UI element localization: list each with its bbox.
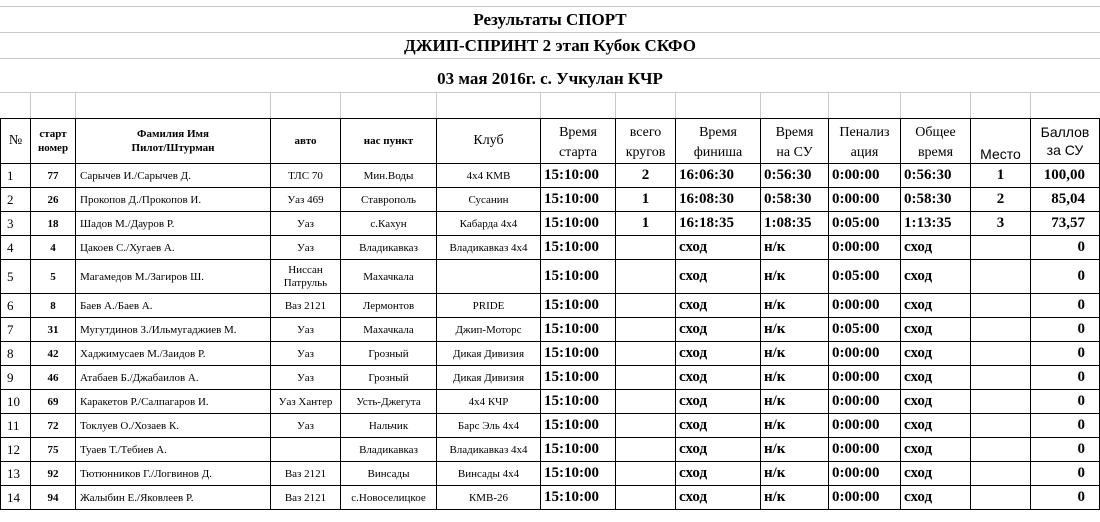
cell-start-time: 15:10:00 [541, 294, 616, 318]
cell-laps [616, 236, 676, 260]
cell-town: с.Кахун [341, 212, 437, 236]
cell-su-time: н/к [761, 366, 829, 390]
cell-start-number: 46 [31, 366, 76, 390]
cell-penalty: 0:00:00 [829, 414, 901, 438]
cell-place [971, 260, 1031, 294]
col-club: Клуб [437, 119, 541, 164]
cell-car: Уаз 469 [271, 188, 341, 212]
cell-car [271, 438, 341, 462]
cell-total-time: сход [901, 342, 971, 366]
cell-finish-time: сход [676, 438, 761, 462]
cell-points: 0 [1031, 260, 1100, 294]
cell-town: Ставрополь [341, 188, 437, 212]
cell-finish-time: сход [676, 486, 761, 510]
cell-su-time: 0:56:30 [761, 164, 829, 188]
cell-su-time: н/к [761, 414, 829, 438]
cell-total-time: 0:56:30 [901, 164, 971, 188]
col-points: Баллов за СУ [1031, 119, 1100, 164]
cell-row-number: 4 [1, 236, 31, 260]
table-row [1, 366, 1100, 390]
cell-place [971, 462, 1031, 486]
cell-crew-name: Прокопов Д./Прокопов И. [76, 188, 271, 212]
cell-place: 1 [971, 164, 1031, 188]
cell-su-time: 0:58:30 [761, 188, 829, 212]
cell-laps: 1 [616, 212, 676, 236]
cell-crew-name: Мугутдинов З./Ильмугаджиев М. [76, 318, 271, 342]
cell-laps [616, 366, 676, 390]
cell-car: Уаз [271, 318, 341, 342]
spacer-grid-row [0, 92, 1100, 118]
cell-start-time: 15:10:00 [541, 342, 616, 366]
cell-car: Уаз [271, 366, 341, 390]
cell-finish-time: 16:08:30 [676, 188, 761, 212]
cell-total-time: сход [901, 486, 971, 510]
cell-laps [616, 486, 676, 510]
table-row [1, 260, 1100, 294]
col-name: Фамилия Имя Пилот/Штурман [76, 119, 271, 164]
cell-points: 85,04 [1031, 188, 1100, 212]
cell-crew-name: Атабаев Б./Джабаилов А. [76, 366, 271, 390]
cell-crew-name: Магамедов М./Загиров Ш. [76, 260, 271, 294]
cell-total-time: сход [901, 438, 971, 462]
col-place: Место [971, 119, 1031, 164]
cell-place [971, 294, 1031, 318]
cell-finish-time: 16:18:35 [676, 212, 761, 236]
cell-start-time: 15:10:00 [541, 414, 616, 438]
cell-car: Ниссан Патрульь [271, 260, 341, 294]
cell-start-number: 18 [31, 212, 76, 236]
cell-total-time: сход [901, 366, 971, 390]
cell-crew-name: Тютюнников Г./Логвинов Д. [76, 462, 271, 486]
cell-su-time: н/к [761, 294, 829, 318]
col-no: № [1, 119, 31, 164]
table-row [1, 164, 1100, 188]
cell-total-time: сход [901, 236, 971, 260]
cell-start-time: 15:10:00 [541, 366, 616, 390]
cell-start-number: 92 [31, 462, 76, 486]
cell-club: Владикавказ 4х4 [437, 438, 541, 462]
cell-start-number: 72 [31, 414, 76, 438]
cell-club: 4х4 КЧР [437, 390, 541, 414]
cell-start-time: 15:10:00 [541, 164, 616, 188]
cell-penalty: 0:05:00 [829, 212, 901, 236]
cell-start-number: 75 [31, 438, 76, 462]
cell-points: 0 [1031, 236, 1100, 260]
cell-crew-name: Хаджимусаев М./Заидов Р. [76, 342, 271, 366]
cell-crew-name: Жалыбин Е./Яковлеев Р. [76, 486, 271, 510]
cell-row-number: 10 [1, 390, 31, 414]
cell-penalty: 0:00:00 [829, 462, 901, 486]
cell-row-number: 14 [1, 486, 31, 510]
cell-points: 0 [1031, 294, 1100, 318]
cell-total-time: сход [901, 414, 971, 438]
cell-finish-time: сход [676, 414, 761, 438]
cell-town: Владикавказ [341, 236, 437, 260]
cell-laps [616, 294, 676, 318]
cell-row-number: 2 [1, 188, 31, 212]
cell-start-time: 15:10:00 [541, 462, 616, 486]
cell-town: Нальчик [341, 414, 437, 438]
cell-town: Махачкала [341, 260, 437, 294]
cell-place [971, 390, 1031, 414]
cell-total-time: сход [901, 260, 971, 294]
event-date-place: 03 мая 2016г. с. Учкулан КЧР [437, 69, 663, 88]
cell-car: Ваз 2121 [271, 294, 341, 318]
table-row [1, 212, 1100, 236]
col-finish-time: Время финиша [676, 119, 761, 164]
cell-crew-name: Туаев Т./Тебиев А. [76, 438, 271, 462]
cell-row-number: 6 [1, 294, 31, 318]
cell-start-number: 5 [31, 260, 76, 294]
cell-place [971, 342, 1031, 366]
cell-finish-time: сход [676, 390, 761, 414]
cell-finish-time: сход [676, 236, 761, 260]
cell-su-time: н/к [761, 342, 829, 366]
cell-row-number: 11 [1, 414, 31, 438]
cell-car: Ваз 2121 [271, 486, 341, 510]
table-header-row [1, 119, 1100, 164]
cell-finish-time: сход [676, 366, 761, 390]
col-total-time: Общее время [901, 119, 971, 164]
cell-start-number: 26 [31, 188, 76, 212]
cell-total-time: 0:58:30 [901, 188, 971, 212]
table-row [1, 318, 1100, 342]
cell-club: PRIDE [437, 294, 541, 318]
cell-club: Кабарда 4х4 [437, 212, 541, 236]
cell-club: Дикая Дивизия [437, 342, 541, 366]
cell-place: 3 [971, 212, 1031, 236]
cell-town: Лермонтов [341, 294, 437, 318]
cell-start-time: 15:10:00 [541, 318, 616, 342]
cell-town: Винсады [341, 462, 437, 486]
cell-finish-time: сход [676, 294, 761, 318]
col-penalty: Пенализ ация [829, 119, 901, 164]
cell-town: Владикавказ [341, 438, 437, 462]
results-table [0, 118, 1100, 510]
cell-total-time: сход [901, 294, 971, 318]
cell-points: 0 [1031, 414, 1100, 438]
cell-finish-time: сход [676, 342, 761, 366]
cell-points: 0 [1031, 366, 1100, 390]
cell-car: Уаз [271, 414, 341, 438]
cell-start-time: 15:10:00 [541, 212, 616, 236]
cell-penalty: 0:05:00 [829, 318, 901, 342]
cell-car: Уаз [271, 236, 341, 260]
cell-laps [616, 342, 676, 366]
cell-row-number: 8 [1, 342, 31, 366]
cell-finish-time: сход [676, 462, 761, 486]
cell-town: Грозный [341, 342, 437, 366]
cell-points: 0 [1031, 486, 1100, 510]
cell-su-time: н/к [761, 236, 829, 260]
cell-laps: 1 [616, 188, 676, 212]
cell-crew-name: Цакоев С./Хугаев А. [76, 236, 271, 260]
cell-points: 0 [1031, 438, 1100, 462]
table-row [1, 462, 1100, 486]
cell-start-time: 15:10:00 [541, 390, 616, 414]
cell-penalty: 0:05:00 [829, 260, 901, 294]
cell-club: Джип-Моторс [437, 318, 541, 342]
col-start-time: Время старта [541, 119, 616, 164]
cell-club: Владикавказ 4х4 [437, 236, 541, 260]
cell-club: Винсады 4х4 [437, 462, 541, 486]
cell-crew-name: Сарычев И./Сарычев Д. [76, 164, 271, 188]
cell-crew-name: Баев А./Баев А. [76, 294, 271, 318]
cell-row-number: 5 [1, 260, 31, 294]
cell-su-time: 1:08:35 [761, 212, 829, 236]
cell-su-time: н/к [761, 462, 829, 486]
cell-start-time: 15:10:00 [541, 486, 616, 510]
cell-points: 100,00 [1031, 164, 1100, 188]
cell-place [971, 366, 1031, 390]
cell-row-number: 12 [1, 438, 31, 462]
cell-club: Барс Эль 4х4 [437, 414, 541, 438]
cell-penalty: 0:00:00 [829, 390, 901, 414]
cell-laps [616, 390, 676, 414]
cell-car: Уаз [271, 342, 341, 366]
cell-laps [616, 462, 676, 486]
cell-place [971, 438, 1031, 462]
table-row [1, 414, 1100, 438]
cell-penalty: 0:00:00 [829, 342, 901, 366]
cell-total-time: сход [901, 390, 971, 414]
cell-start-time: 15:10:00 [541, 438, 616, 462]
cell-points: 73,57 [1031, 212, 1100, 236]
cell-start-time: 15:10:00 [541, 260, 616, 294]
cell-penalty: 0:00:00 [829, 438, 901, 462]
cell-laps [616, 438, 676, 462]
cell-crew-name: Каракетов Р./Салпагаров И. [76, 390, 271, 414]
col-town: нас пункт [341, 119, 437, 164]
cell-car: Ваз 2121 [271, 462, 341, 486]
cell-laps [616, 318, 676, 342]
cell-town: Махачкала [341, 318, 437, 342]
cell-penalty: 0:00:00 [829, 164, 901, 188]
col-laps: всего кругов [616, 119, 676, 164]
cell-penalty: 0:00:00 [829, 294, 901, 318]
cell-start-number: 42 [31, 342, 76, 366]
cell-start-number: 8 [31, 294, 76, 318]
table-row [1, 486, 1100, 510]
cell-penalty: 0:00:00 [829, 486, 901, 510]
cell-penalty: 0:00:00 [829, 188, 901, 212]
table-row [1, 390, 1100, 414]
cell-penalty: 0:00:00 [829, 366, 901, 390]
cell-su-time: н/к [761, 438, 829, 462]
cell-car: Уаз [271, 212, 341, 236]
cell-row-number: 9 [1, 366, 31, 390]
cell-club [437, 260, 541, 294]
cell-crew-name: Токлуев О./Хозаев К. [76, 414, 271, 438]
cell-town: Грозный [341, 366, 437, 390]
cell-start-number: 4 [31, 236, 76, 260]
cell-points: 0 [1031, 318, 1100, 342]
col-su-time: Время на СУ [761, 119, 829, 164]
cell-row-number: 1 [1, 164, 31, 188]
col-start-number: старт номер [31, 119, 76, 164]
cell-row-number: 7 [1, 318, 31, 342]
cell-su-time: н/к [761, 486, 829, 510]
cell-laps [616, 260, 676, 294]
cell-place [971, 236, 1031, 260]
cell-car: ТЛС 70 [271, 164, 341, 188]
cell-total-time: 1:13:35 [901, 212, 971, 236]
cell-start-number: 69 [31, 390, 76, 414]
cell-laps [616, 414, 676, 438]
cell-place [971, 414, 1031, 438]
cell-club: Сусанин [437, 188, 541, 212]
cell-start-time: 15:10:00 [541, 236, 616, 260]
cell-total-time: сход [901, 318, 971, 342]
table-row [1, 438, 1100, 462]
results-title: Результаты СПОРТ [473, 10, 627, 29]
cell-place: 2 [971, 188, 1031, 212]
cell-town: Усть-Джегута [341, 390, 437, 414]
cell-penalty: 0:00:00 [829, 236, 901, 260]
table-row [1, 236, 1100, 260]
cell-start-number: 31 [31, 318, 76, 342]
cell-start-time: 15:10:00 [541, 188, 616, 212]
cell-place [971, 318, 1031, 342]
cell-finish-time: сход [676, 260, 761, 294]
table-row [1, 294, 1100, 318]
event-title: ДЖИП-СПРИНТ 2 этап Кубок СКФО [404, 36, 696, 55]
cell-town: с.Новоселицкое [341, 486, 437, 510]
cell-su-time: н/к [761, 318, 829, 342]
cell-points: 0 [1031, 342, 1100, 366]
cell-points: 0 [1031, 390, 1100, 414]
cell-place [971, 486, 1031, 510]
cell-club: 4х4 КМВ [437, 164, 541, 188]
cell-car: Уаз Хантер [271, 390, 341, 414]
cell-town: Мин.Воды [341, 164, 437, 188]
cell-total-time: сход [901, 462, 971, 486]
col-auto: авто [271, 119, 341, 164]
table-row [1, 188, 1100, 212]
cell-row-number: 13 [1, 462, 31, 486]
cell-finish-time: 16:06:30 [676, 164, 761, 188]
cell-start-number: 94 [31, 486, 76, 510]
cell-laps: 2 [616, 164, 676, 188]
cell-finish-time: сход [676, 318, 761, 342]
cell-su-time: н/к [761, 390, 829, 414]
cell-points: 0 [1031, 462, 1100, 486]
table-row [1, 342, 1100, 366]
cell-start-number: 77 [31, 164, 76, 188]
cell-su-time: н/к [761, 260, 829, 294]
cell-club: Дикая Дивизия [437, 366, 541, 390]
cell-crew-name: Шадов М./Дауров Р. [76, 212, 271, 236]
cell-club: КМВ-26 [437, 486, 541, 510]
cell-row-number: 3 [1, 212, 31, 236]
